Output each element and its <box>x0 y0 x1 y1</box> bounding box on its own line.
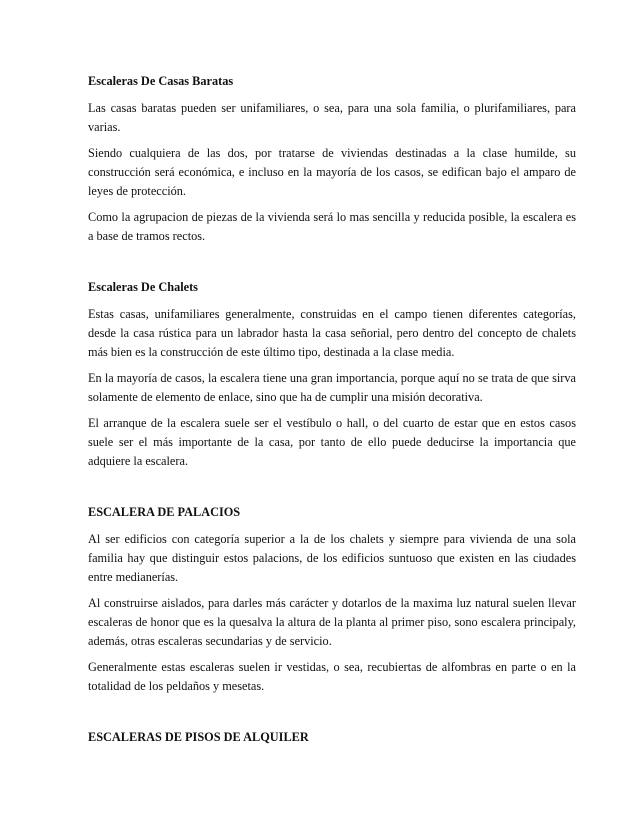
paragraph: Estas casas, unifamiliares generalmente, construidas en el campo tienen diferentes categorías, desde la casa rústica para un labrador hasta la casa señorial, pero dentro del concepto de chalets más bien es la construcción de este último tipo, destinada a la clase media. <box>88 307 576 359</box>
section-heading: ESCALERAS DE PISOS DE ALQUILER <box>88 730 309 744</box>
paragraph: En la mayoría de casos, la escalera tiene una gran importancia, porque aquí no se trata de que sirva solamente de elemento de enlace, sino que ha de cumplir una misión decorativa. <box>88 371 576 404</box>
paragraph: Al construirse aislados, para darles más carácter y dotarlos de la maxima luz natural suelen llevar escaleras de honor que es la quesalva la altura de la planta al primer piso, sono escalera principaly, además, otras escaleras secundarias y de servicio. <box>88 596 576 648</box>
paragraph: Generalmente estas escaleras suelen ir vestidas, o sea, recubiertas de alfombras en parte o en la totalidad de los peldaños y mesetas. <box>88 660 576 693</box>
section-palacios <box>88 504 576 696</box>
paragraph: Como la agrupacion de piezas de la vivienda será lo mas sencilla y reducida posible, la escalera es a base de tramos rectos. <box>88 210 576 243</box>
section-heading: ESCALERA DE PALACIOS <box>88 505 241 519</box>
section-pisos-alquiler <box>88 729 576 745</box>
section-heading: Escaleras De Casas Baratas <box>88 74 234 88</box>
paragraph: Las casas baratas pueden ser unifamiliares, o sea, para una sola familia, o plurifamiliares, para varias. <box>88 101 576 134</box>
section-heading: Escaleras De Chalets <box>88 280 198 294</box>
section-casas-baratas <box>88 73 576 246</box>
section-chalets <box>88 279 576 471</box>
document-page <box>88 60 576 755</box>
paragraph: Siendo cualquiera de las dos, por tratarse de viviendas destinadas a la clase humilde, su construcción será económica, e incluso en la mayoría de los casos, se edifican bajo el amparo de leyes de protección. <box>88 146 576 198</box>
paragraph: El arranque de la escalera suele ser el vestíbulo o hall, o del cuarto de estar que en estos casos suele ser el más importante de la casa, por tanto de ello puede deducirse la importancia que adquiere la escalera. <box>88 416 576 468</box>
paragraph: Al ser edificios con categoría superior a la de los chalets y siempre para vivienda de una sola familia hay que distinguir estos palacions, de los edificios suntuoso que existen en las ciudades entre medianerías. <box>88 532 576 584</box>
